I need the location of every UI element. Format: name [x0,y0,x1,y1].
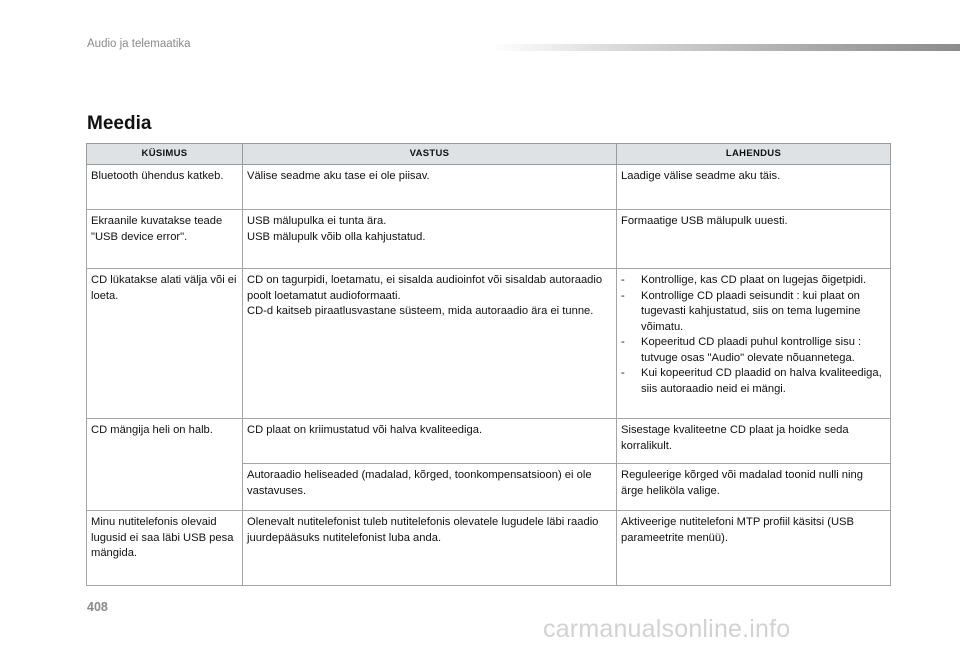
answer-cell: Autoraadio heliseaded (madalad, kõrged, toonkompensatsioon) ei ole vastavuses. [243,464,617,511]
table-row [87,269,891,419]
page-title: Meedia [87,113,152,134]
column-header-question: KÜSIMUS [87,144,243,165]
solution-cell: Sisestage kvaliteetne CD plaat ja hoidke seda korralikult. [617,419,891,464]
question-cell: CD lükatakse alati välja või ei loeta. [87,269,243,419]
question-cell: Bluetooth ühendus katkeb. [87,165,243,210]
solution-list-item: - Kontrollige, kas CD plaat on lugejas õigetpidi. [621,273,887,289]
answer-cell: CD plaat on kriimustatud või halva kvaliteediga. [243,419,617,464]
troubleshooting-table [86,143,891,586]
header-gradient-bar [490,44,960,51]
solution-cell: Aktiveerige nutitelefoni MTP profiil käsitsi (USB parameetrite menüü). [617,511,891,586]
solution-cell: Formaatige USB mälupulk uuesti. [617,210,891,269]
question-cell: Minu nutitelefonis olevaid lugusid ei saa läbi USB pesa mängida. [87,511,243,586]
watermark: carmanualsonline.info [543,615,791,643]
answer-cell: USB mälupulka ei tunta ära. USB mälupulk võib olla kahjustatud. [243,210,617,269]
question-cell: CD mängija heli on halb. [87,419,243,511]
answer-cell: CD on tagurpidi, loetamatu, ei sisalda audioinfot või sisaldab autoraadio poolt loetamatut audioformaati. CD-d kaitseb piraatlusvastane süsteem, mida autoraadio ära ei tunne. [243,269,617,419]
solution-cell: Laadige välise seadme aku täis. [617,165,891,210]
question-cell: Ekraanile kuvatakse teade "USB device error". [87,210,243,269]
solution-cell [617,269,891,419]
table-row [87,419,891,464]
section-header: Audio ja telemaatika [87,38,191,50]
solution-list-item: - Kontrollige CD plaadi seisundit : kui plaat on tugevasti kahjustatud, siis on tema lugemine võimatu. [621,289,887,336]
solution-list-item: - Kopeeritud CD plaadi puhul kontrollige sisu : tutvuge osas "Audio" olevate nõuannetega. [621,335,887,366]
solution-list [621,273,887,397]
table-row [87,210,891,269]
solution-cell: Reguleerige kõrged või madalad toonid nulli ning ärge heliköla valige. [617,464,891,511]
solution-list-item: - Kui kopeeritud CD plaadid on halva kvaliteediga, siis autoraadio neid ei mängi. [621,366,887,397]
table-row [87,165,891,210]
troubleshooting-table-container [86,143,890,586]
column-header-solution: LAHENDUS [617,144,891,165]
table-row [87,511,891,586]
column-header-answer: VASTUS [243,144,617,165]
table-header-row [87,144,891,165]
answer-cell: Välise seadme aku tase ei ole piisav. [243,165,617,210]
answer-cell: Olenevalt nutitelefonist tuleb nutitelefonis olevatele lugudele läbi raadio juurdepääsuks nutitelefonist luba anda. [243,511,617,586]
page-number: 408 [87,600,108,614]
